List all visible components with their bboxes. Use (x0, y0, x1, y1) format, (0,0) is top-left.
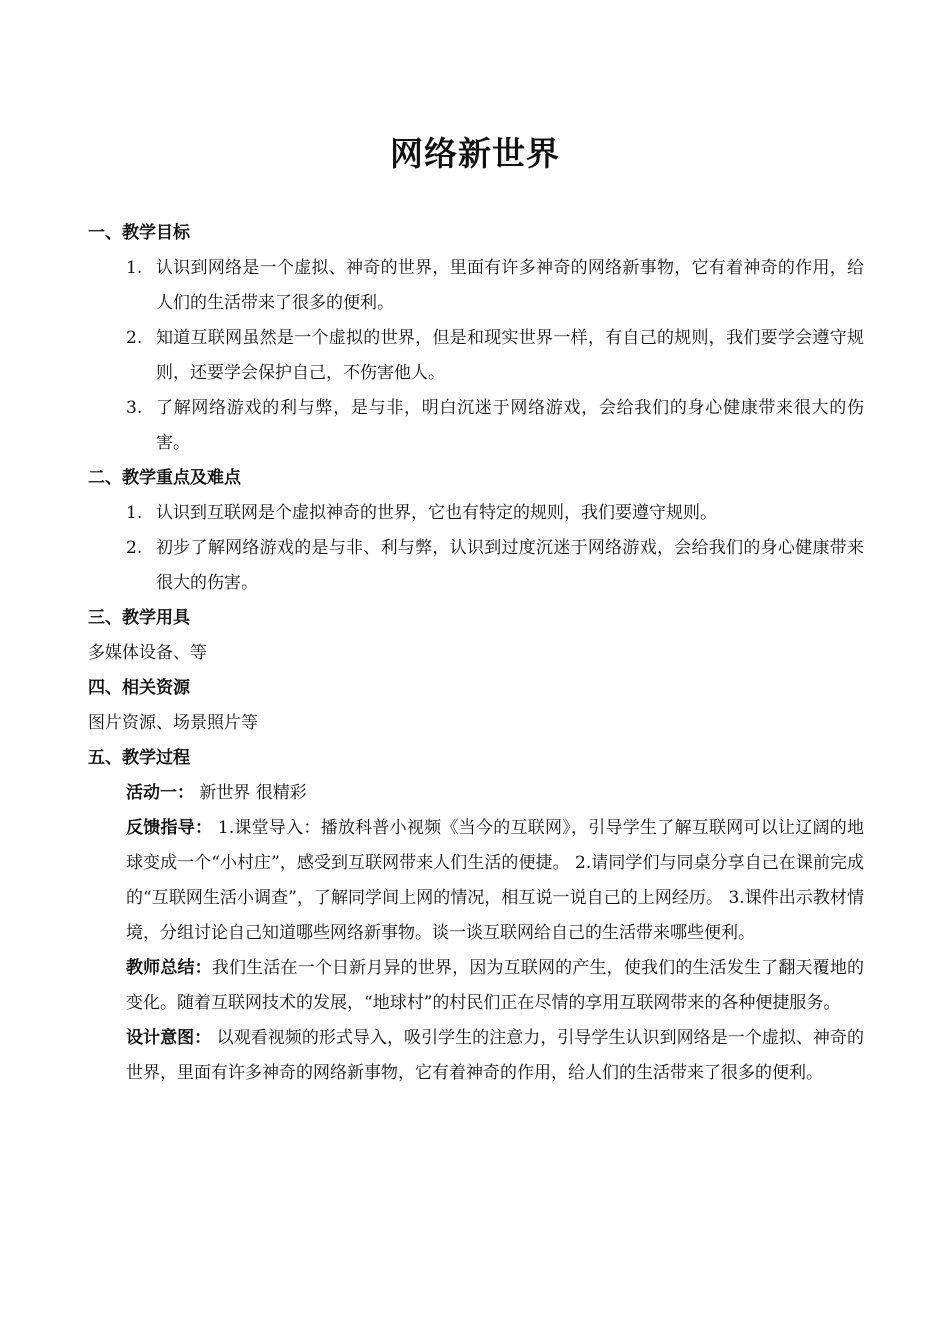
section-heading-process: 五、教学过程 (88, 748, 190, 768)
list-text: 了解网络游戏的利与弊，是与非，明白沉迷于网络游戏，会给我们的身心健康带来很大的伤害。 (156, 398, 864, 453)
design-intent-label: 设计意图： (126, 1028, 212, 1048)
activity-text: 新世界 很精彩 (194, 783, 307, 803)
feedback-paragraph (88, 811, 864, 951)
summary-label: 教师总结： (126, 958, 212, 978)
list-item (126, 496, 864, 531)
list-number: 2. (126, 328, 143, 348)
summary-paragraph (88, 951, 864, 1021)
activity-paragraph (88, 776, 864, 811)
document-body (88, 216, 864, 1091)
section-heading-goals: 一、教学目标 (88, 223, 190, 243)
summary-text: 我们生活在一个日新月异的世界，因为互联网的产生，使我们的生活发生了翻天覆地的变化。随着互联网技术的发展，“地球村”的村民们正在尽情的享用互联网带来的各种便捷服务。 (126, 958, 865, 1013)
section-heading-tools: 三、教学用具 (88, 608, 190, 628)
section-heading-resources: 四、相关资源 (88, 678, 190, 698)
list-number: 2. (126, 538, 143, 558)
key-points-list (88, 496, 864, 601)
activity-label: 活动一： (126, 783, 194, 803)
design-intent-text: 以观看视频的形式导入，吸引学生的注意力，引导学生认识到网络是一个虚拟、神奇的世界，里面有许多神奇的网络新事物，它有着神奇的作用，给人们的生活带来了很多的便利。 (126, 1028, 864, 1083)
resources-text: 图片资源、场景照片等 (88, 713, 258, 733)
list-item (126, 251, 864, 321)
list-text: 认识到互联网是个虚拟神奇的世界，它也有特定的规则，我们要遵守规则。 (156, 503, 717, 523)
list-number: 1. (126, 258, 143, 278)
design-intent-paragraph (88, 1021, 864, 1091)
feedback-text: 1.课堂导入：播放科普小视频《当今的互联网》，引导学生了解互联网可以让辽阔的地球变成一个“小村庄”，感受到互联网带来人们生活的便捷。 2.请同学们与同桌分享自己在课前完成的“互联网生活小调查”，了解同学间上网的情况，相互说一说自己的上网经历。 3.课件出示教材情境，分组讨论自己知道哪些网络新事物。谈一谈互联网给自己的生活带来哪些便利。 (126, 818, 864, 943)
list-text: 认识到网络是一个虚拟、神奇的世界，里面有许多神奇的网络新事物，它有着神奇的作用，给人们的生活带来了很多的便利。 (156, 258, 864, 313)
list-item (126, 391, 864, 461)
list-number: 3. (126, 398, 143, 418)
list-item (126, 321, 864, 391)
goals-list (88, 251, 864, 461)
tools-text: 多媒体设备、等 (88, 643, 207, 663)
list-item (126, 531, 864, 601)
list-text: 初步了解网络游戏的是与非、利与弊，认识到过度沉迷于网络游戏，会给我们的身心健康带来很大的伤害。 (156, 538, 864, 593)
document-title: 网络新世界 (390, 134, 560, 173)
list-number: 1. (126, 503, 143, 523)
section-heading-key-points: 二、教学重点及难点 (88, 468, 241, 488)
list-text: 知道互联网虽然是一个虚拟的世界，但是和现实世界一样，有自己的规则，我们要学会遵守规则，还要学会保护自己，不伤害他人。 (156, 328, 864, 383)
feedback-label: 反馈指导： (126, 818, 213, 838)
